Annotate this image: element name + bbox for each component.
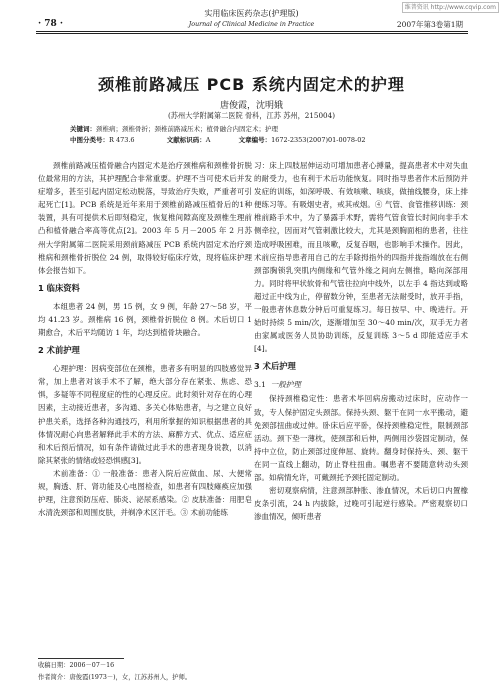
section-heading-1: 1 临床资料 [38,282,80,293]
article-affiliation: (苏州大学附属第二医院 骨科，江苏 苏州，215004) [168,111,335,120]
subsection-heading-3-1 [254,378,468,391]
header-rule-thin [36,33,468,34]
spine-stability-paragraph: 保持颈椎稳定性：患者术毕回病房搬动过床时，应动作一致，专人保护固定头颈部。保持头颈、躯干在同一水平搬动，避免颈部扭曲或过伸。卧床后应平卧，保持颈椎稳定性，限制颈部活动。颈下垫一薄枕，使颈部和后伸，两侧用沙袋固定制动，保持中立位，防止颈部过度伸屈、旋转。翻身时保持头、颈、躯干在同一直线上翻动，防止脊柱扭曲。嘱患者不要随意转动头颈部。如病情允许，可戴颈托予颈托固定制动。 [254,394,468,482]
article-title: 颈椎前路减压 PCB 系统内固定术的护理 [98,75,405,94]
docno-label: 文章编号： [238,136,272,144]
class-number: R 473.6 [109,136,135,144]
page-number: · 78 · [38,19,64,29]
preop-training-paragraph: 习：床上四肢屈伸运动可增加患者心搏量，提高患者术中对失血的耐受力，也有利于术后功能恢复。同时指导患者作术后预防并发症的训练，如深呼吸、有效咳嗽、咳痰，做抽线腰身，床上排便练习等。有吸烟史者，戒其戒烟。④ 气管、食管推移训练：颈椎前路手术中，为了暴露手术野，需将气管食管长时间向非手术侧牵拉，因而对气管刺激比较大，尤其是颈胸面相的患者，往往造成呼吸困难，而且咳嗽，反复吞咽，也影响手术操作。因此，术前应指导患者用自己的左手除拇指外的四指并拢指端放在右侧颈部胸锁乳突肌内侧缘和气管外缘之间向左侧推，略向深部用力。同时将甲状软骨和气管往拉向中线外，以左手 4 指达到或略超过正中线为止，停留数分钟，至患者无法耐受时，放开手指，一般患者休息数分钟后可重复练习。每日按早、中、晚进行。开始时持续 5 min/次，逐渐增加至 30～40 min/次，双手无力者由家属或医务人员协助训练，反复训练 3～5 d 即能适应手术[4]。 [254,161,468,354]
keywords-label: 关键词： [70,125,96,133]
intro-paragraph: 颈椎前路减压植骨融合内固定术是治疗颈椎病和颈椎骨折脱位最常用的方法，其护理配合非常重要。护理不当可使术后并发症增多，甚至引起内固定松动脱落，导致治疗失败，严重者可引起死亡[1]。PCB 系统是近年来用于颈椎前路减压植骨后的1种装置，具有可提供术后即刻稳定，恢复椎间隙高度及颈椎生理前凸和植骨融合率高等优点[2]。2003 年 5 月－2005 年 2 月苏州大学附属第二医院采用颈前路减压 PCB 系统内固定术治疗颈椎病和颈椎骨折脱位 24 例，取得较好临床疗效，现将临床护理体会报告如下。 [38,161,252,275]
left-column [38,159,252,519]
footnote-received: 收稿日期：2006－07－16 [38,662,115,669]
doccode-value: A [205,136,211,144]
subsection-number: 3.1 [254,380,266,390]
right-column [254,159,468,523]
header-rule [36,31,468,32]
classification-line [70,136,365,145]
footnote-author: 作者简介：唐俊霞(1973－)，女，江苏苏州人，护师。 [38,674,192,681]
footnote-rule [38,658,124,659]
watermark-stamp: 维普资讯 http://www.cqvip.com [402,2,499,13]
subsection-title: 一般护理 [270,380,301,390]
keywords-text: 颈椎病；颈椎骨折；颈椎前路减压术；植骨融合内固定术；护理 [96,125,278,133]
docno-value: 1672-2353(2007)01-0078-02 [271,136,366,144]
observation-paragraph: 密切观察病情，注意颈部肿胀、渗血情况，术后切口内置橡皮条引流，24 h 内拔除，过晚可引起逆行感染。严密观察切口渗血情况，倾听患者 [254,486,468,522]
journal-title-en: Journal of Clinical Medicine in Practice [188,21,315,28]
doccode-label: 文献标识码： [166,136,206,144]
class-label: 中图分类号： [70,136,109,144]
journal-title-cn: 实用临床医药杂志(护理版) [204,9,299,18]
issue-info: 2007年第3卷第1期 [396,20,463,29]
article-authors: 唐俊霞，沈明娥 [219,101,283,111]
preop-prep-paragraph: 术前准备：① 一般准备：患者入院后应做血、尿、大便常规，胸透、肝、肾功能及心电图检查，如患者有四肢瘫痪应加强护理，注意预防压疮、肺炎、泌尿系感染。② 皮肤准备：用肥皂水清洗颈部和周围皮肤，并剃净术区汗毛。③ 术前功能练 [38,468,252,518]
psych-care-paragraph: 心理护理：因病变部位在颈椎，患者多有明显的四肢感觉异常，加上患者对该手术不了解，绝大部分存在紧张、焦虑、恐惧，多疑等不同程度症的性的心理反应。此时须针对存在的心理因素，主动接近患者，多沟通、多关心体贴患者，与之建立良好护患关系，选择各种沟通技巧，利用所掌握的知识根据患者的具体情况耐心向患者解释此手术的方法、麻醉方式、优点、适应症和术后预后情况，如有条件请做过此手术的患者现身说教，以消除其紧张的情绪或轻恐惧感[3]。 [38,364,252,465]
section-heading-2: 2 术前护理 [38,345,80,356]
section-heading-3: 3 术后护理 [254,361,296,372]
clinical-data-paragraph: 本组患者 24 例，男 15 例，女 9 例，年龄 27～58 岁，平均 41.23 岁。颈椎病 16 例，颈椎骨折脱位 8 例。术后切口 1 期愈合，术后平均随访 1 年，均达到植骨块融合。 [38,301,252,338]
keywords-line [70,125,278,134]
